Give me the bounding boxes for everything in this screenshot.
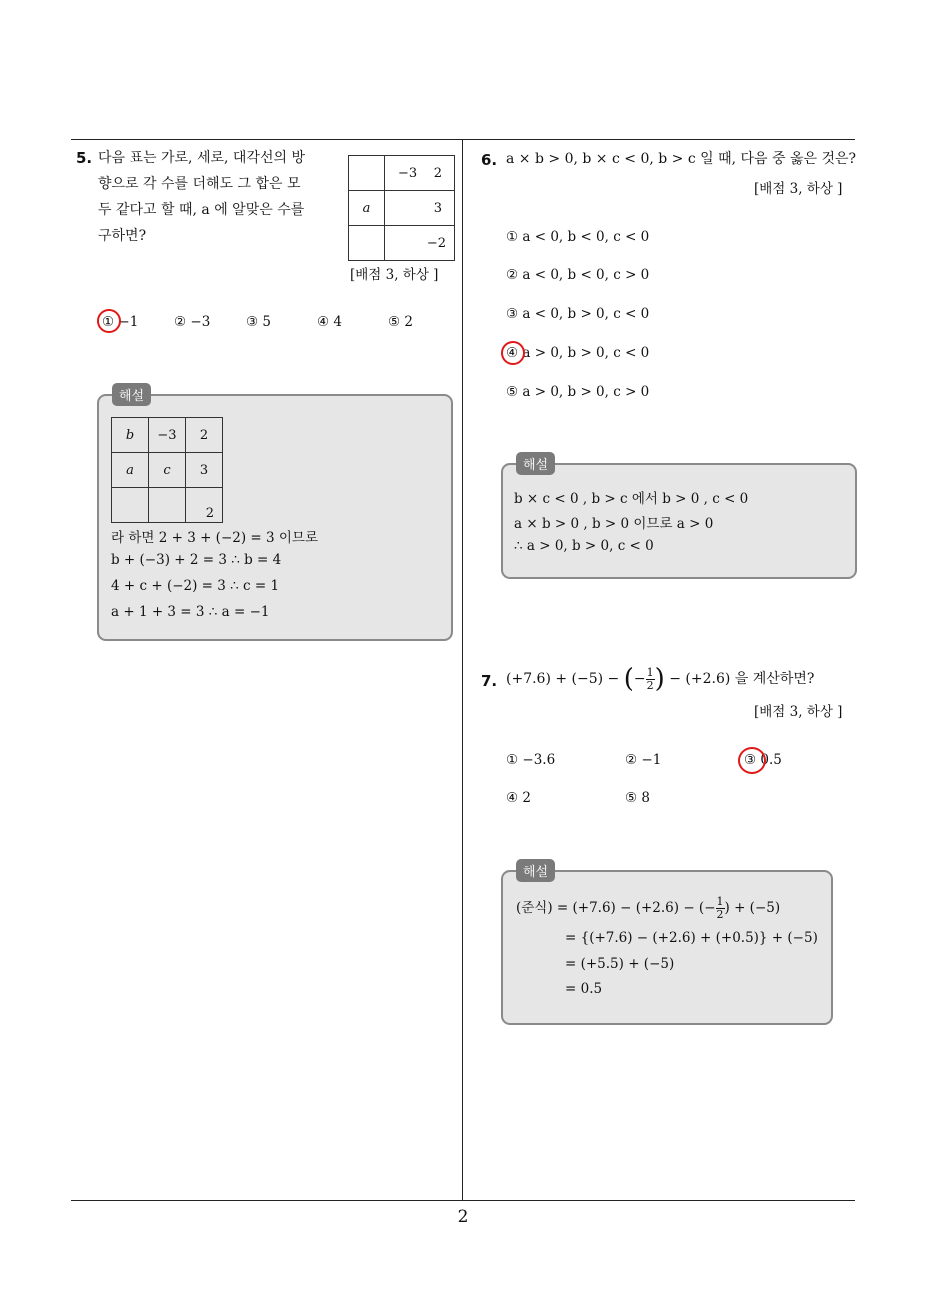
table-cell: a	[349, 191, 385, 226]
solution-line-part: ) + (−5)	[724, 900, 781, 916]
stem-part: − (+2.6) 을 계산하면?	[669, 671, 815, 687]
table-cell	[349, 226, 385, 261]
solution-line: 라 하면 2 + 3 + (−2) = 3 이므로	[111, 530, 319, 546]
magic-square-table	[348, 155, 455, 261]
question-stem	[98, 145, 305, 249]
solution-line: 4 + c + (−2) = 3 ∴ c = 1	[111, 578, 280, 594]
option-5[interactable]: ⑤ a > 0, b > 0, c > 0	[506, 384, 650, 400]
fraction	[716, 896, 725, 921]
paren-close: )	[654, 664, 665, 694]
solution-line: = (+5.5) + (−5)	[565, 956, 675, 972]
bottom-rule	[71, 1200, 855, 1201]
option-2[interactable]: ② −1	[625, 752, 662, 768]
score-mark: [배점 3, 하상 ]	[350, 267, 439, 283]
question-number: 6.	[481, 151, 498, 169]
table-cell	[349, 156, 385, 191]
table-cell: −3 2	[385, 156, 455, 191]
table-cell: −2	[385, 226, 455, 261]
option-3[interactable]: ③ a < 0, b > 0, c < 0	[506, 306, 650, 322]
answer-circle-mark	[97, 309, 121, 333]
option-4[interactable]: ④ a > 0, b > 0, c < 0	[506, 345, 650, 361]
solution-tag: 해설	[516, 859, 555, 882]
option-4[interactable]: ④ 2	[506, 790, 531, 806]
fraction	[646, 667, 655, 692]
option-1[interactable]: ① −1	[102, 314, 139, 330]
table-cell: 2	[186, 488, 223, 523]
question-stem: a × b > 0, b × c < 0, b > c 일 때, 다음 중 옳은 것은?	[506, 151, 857, 167]
stem-line: 구하면?	[98, 228, 147, 244]
table-cell: a	[112, 453, 149, 488]
page-number: 2	[457, 1207, 469, 1227]
table-cell: c	[149, 453, 186, 488]
column-divider	[462, 139, 463, 1201]
answer-circle-mark	[738, 747, 766, 774]
solution-line: ∴ a > 0, b > 0, c < 0	[514, 538, 654, 554]
table-cell	[149, 488, 186, 523]
solution-line: a × b > 0 , b > 0 이므로 a > 0	[514, 516, 714, 532]
option-1[interactable]: ① −3.6	[506, 752, 556, 768]
option-1[interactable]: ① a < 0, b < 0, c < 0	[506, 229, 650, 245]
denominator: 2	[716, 908, 724, 921]
denominator: 2	[646, 678, 654, 692]
solution-line: b × c < 0 , b > c 에서 b > 0 , c < 0	[514, 491, 749, 507]
table-cell: 3	[186, 453, 223, 488]
paren-open: (	[623, 664, 634, 694]
score-mark: [배점 3, 하상 ]	[754, 704, 843, 720]
stem-part: (+7.6) + (−5) −	[506, 671, 620, 687]
solution-line: = {(+7.6) − (+2.6) + (+0.5)} + (−5)	[565, 930, 818, 946]
stem-line: 두 같다고 할 때, a 에 알맞은 수를	[98, 202, 305, 218]
table-cell	[112, 488, 149, 523]
score-mark: [배점 3, 하상 ]	[754, 181, 843, 197]
option-4[interactable]: ④ 4	[317, 314, 342, 330]
solution-tag: 해설	[112, 383, 151, 406]
solution-line: = 0.5	[565, 981, 603, 997]
option-3[interactable]: ③ 5	[246, 314, 271, 330]
frac-sign: −	[633, 671, 646, 687]
numerator: 1	[716, 895, 724, 908]
question-stem	[506, 664, 814, 694]
numerator: 1	[646, 665, 654, 679]
table-cell: −3	[149, 418, 186, 453]
answer-circle-mark	[501, 341, 525, 365]
solution-line: a + 1 + 3 = 3 ∴ a = −1	[111, 604, 270, 620]
solution-table	[111, 417, 223, 523]
solution-line	[516, 893, 780, 923]
table-cell: 2	[186, 418, 223, 453]
top-rule	[71, 139, 855, 140]
option-2[interactable]: ② −3	[174, 314, 211, 330]
table-cell: b	[112, 418, 149, 453]
stem-line: 향으로 각 수를 더해도 그 합은 모	[98, 176, 301, 192]
question-number: 7.	[481, 672, 498, 690]
option-5[interactable]: ⑤ 2	[388, 314, 413, 330]
option-3[interactable]: ③ 0.5	[744, 752, 782, 768]
solution-line: b + (−3) + 2 = 3 ∴ b = 4	[111, 552, 282, 568]
option-5[interactable]: ⑤ 8	[625, 790, 650, 806]
solution-line-part: (준식) = (+7.6) − (+2.6) − (−	[516, 900, 716, 916]
question-number: 5.	[76, 149, 93, 167]
solution-tag: 해설	[516, 452, 555, 475]
stem-line: 다음 표는 가로, 세로, 대각선의 방	[98, 150, 305, 166]
option-2[interactable]: ② a < 0, b < 0, c > 0	[506, 267, 650, 283]
table-cell: 3	[385, 191, 455, 226]
